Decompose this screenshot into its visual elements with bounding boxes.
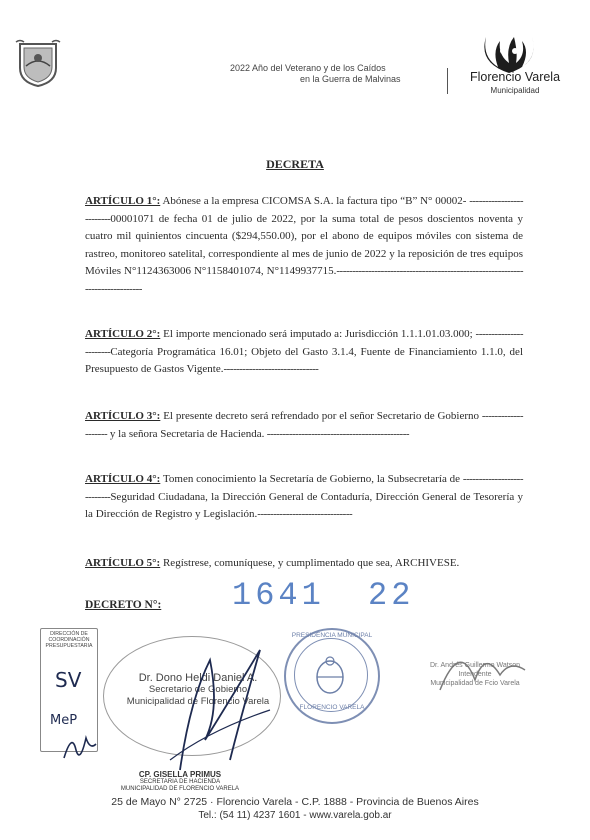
article-5: [85, 555, 523, 573]
dash-filler: ---------------------------: [85, 473, 524, 503]
coat-of-arms-icon: [311, 655, 349, 697]
article-text: El presente decreto será refrendado por el señor Secretario de Gobierno: [160, 410, 480, 422]
decree-year-stamp: 22: [368, 577, 415, 614]
brand-name: Florencio Varela: [469, 70, 561, 84]
article-heading: ARTÍCULO 4°:: [85, 473, 161, 485]
handwritten-initials: SV: [55, 668, 82, 692]
article-text-continued: Seguridad Ciudadana, la Dirección General de Contaduría, Dirección General de Tesorería y la Dirección de Registro y Legislación.: [85, 490, 523, 520]
signer-role: SECRETARIA DE HACIENDA: [139, 778, 221, 785]
signer-organization: Municipalidad de Florencio Varela: [126, 696, 270, 707]
signer-name: CP. GISELLA PRIMUS: [138, 770, 222, 779]
signer-name: Dr. Andrés Guillermo Watson: [430, 662, 520, 669]
article-2: [85, 326, 523, 379]
dash-filler: -------------------------: [85, 195, 523, 225]
article-text-continued: Categoría Programática 16.01; Objeto del Gasto 3.1.4, Fuente de Financiamiento 1.1.0, del Presupuesto de Gastos Vigente.: [85, 345, 523, 375]
article-text-continued: 00001071 de fecha 01 de julio de 2022, por la suma total de pesos doscientos noventa y cuatro mil quinientos cincuenta ($294,550.00), por el abono de equipos móviles con sistema de rastreo, monitoreo satelital, correspondiente al mes de junio de 2022 y la reposición de tres equipos Móviles N°1124363006 N°1158401074, N°1149937715.: [85, 212, 523, 277]
dash-filler: -----------------------: [85, 328, 523, 358]
article-text: El importe mencionado será imputado a: Jurisdicción 1.1.1.01.03.000;: [160, 328, 473, 340]
motto-line-1: 2022 Año del Veterano y de los Caídos: [230, 63, 386, 73]
article-text: Abónese a la empresa CICOMSA S.A. la factura tipo “B” N° 00002-: [160, 195, 467, 207]
article-text: Regístrese, comuníquese, y cumplimentado que sea, ARCHIVESE.: [160, 557, 460, 569]
dash-filler-tail: ---------------------------------------------: [264, 427, 410, 440]
brand-subtitle: Municipalidad: [490, 86, 540, 95]
seal-top-text: PRESIDENCIA MUNICIPAL: [291, 632, 373, 639]
florencio-varela-flame-logo: [478, 33, 540, 75]
dash-filler: --------------------: [85, 410, 524, 440]
dash-filler-tail: ------------------------------: [257, 508, 353, 520]
decree-number-stamp: 1641: [232, 577, 325, 614]
year-motto: [230, 63, 435, 85]
brand-divider: [447, 68, 448, 94]
handwritten-signature-small: [60, 730, 100, 764]
article-4: [85, 471, 523, 524]
signature-block-mayor: [410, 661, 540, 688]
article-text-continued: y la señora Secretaria de Hacienda.: [107, 427, 265, 440]
article-1: [85, 193, 523, 298]
handwritten-note: MeP: [50, 713, 78, 728]
handwritten-signature: [150, 640, 290, 780]
dash-filler-tail: -----------------------------------------------------------------------------: [85, 265, 523, 295]
signer-role: Intendente: [458, 671, 492, 678]
decree-number-label: DECRETO N°:: [85, 599, 162, 611]
footer-contact: Tel.: (54 11) 4237 1601 - www.varela.gob.ar: [198, 810, 392, 821]
motto-line-2: en la Guerra de Malvinas: [300, 74, 401, 84]
article-3: [85, 408, 523, 443]
signer-organization: MUNICIPALIDAD DE FLORENCIO VARELA: [120, 786, 240, 792]
signer-name: Dr. Dono Heldi Daniel A.: [138, 672, 258, 684]
signer-role: Secretario de Gobierno: [148, 684, 248, 695]
signer-organization: Municipalidad de Fcio Varela: [430, 680, 520, 687]
document-title: DECRETA: [266, 157, 324, 171]
article-text: Tomen conocimiento la Secretaría de Gobierno, la Subsecretaría de: [160, 473, 461, 485]
signature-block-finance: [120, 771, 240, 794]
municipal-crest-icon: [12, 38, 64, 88]
footer-address: 25 de Mayo N° 2725 · Florencio Varela - C.P. 1888 - Provincia de Buenos Aires: [111, 796, 479, 808]
article-heading: ARTÍCULO 1°:: [85, 195, 161, 207]
article-heading: ARTÍCULO 5°:: [85, 557, 161, 569]
dash-filler-tail: ------------------------------: [223, 363, 319, 375]
article-heading: ARTÍCULO 2°:: [85, 328, 161, 340]
article-heading: ARTÍCULO 3°:: [85, 410, 161, 422]
budget-approval-box-title: DIRECCIÓN DE COORDINACIÓN PRESUPUESTARIA: [45, 631, 93, 649]
seal-bottom-text: FLORENCIO VARELA: [299, 704, 365, 711]
